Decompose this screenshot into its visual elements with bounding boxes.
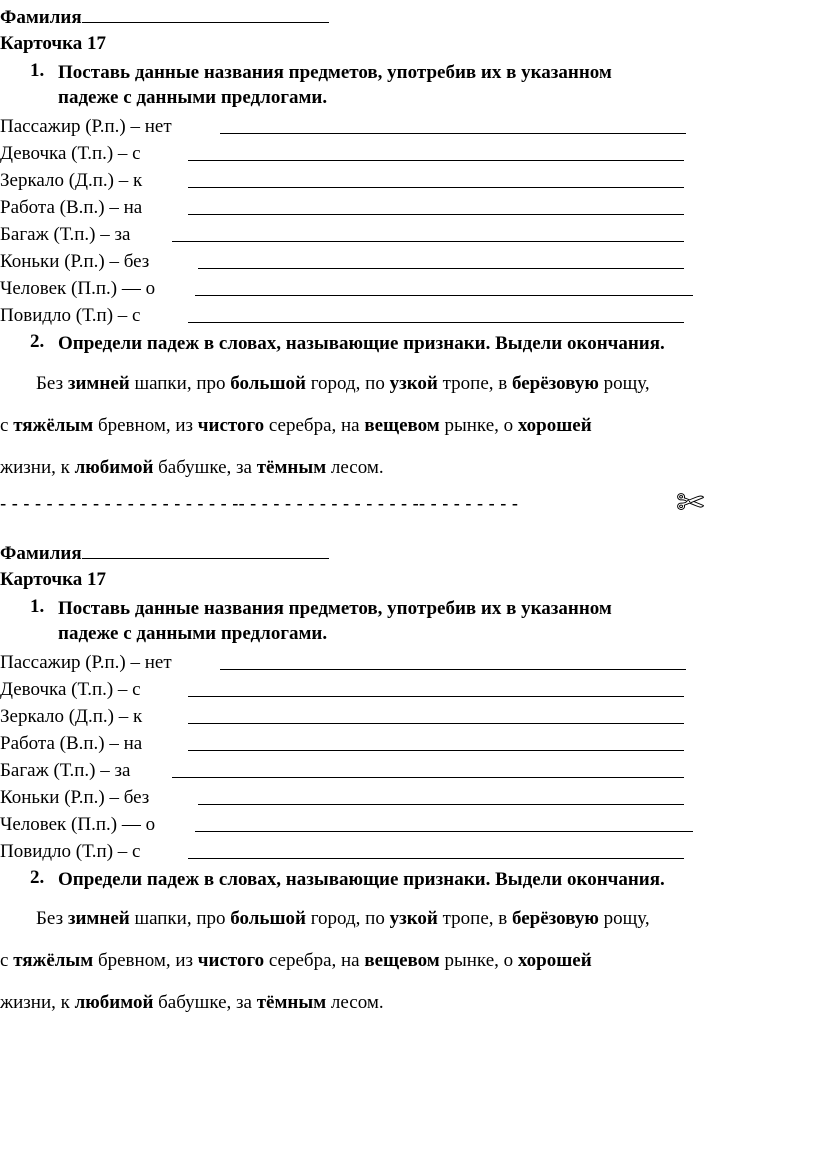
adjective-word: зимней — [67, 908, 130, 929]
exercise-row: Девочка (Т.п.) – с — [0, 143, 141, 164]
exercise-row: Работа (В.п.) – на — [0, 733, 143, 754]
exercise-paragraph-line3 — [0, 455, 384, 481]
adjective-word: большой — [230, 373, 306, 394]
task1-line2: падеже с данными предлогами. — [58, 623, 328, 644]
answer-blank[interactable] — [188, 322, 684, 323]
exercise-row: Человек (П.п.) — о — [0, 814, 156, 835]
exercise-paragraph-line1 — [36, 906, 650, 932]
exercise-paragraph-line3 — [0, 990, 384, 1016]
paragraph-text: рощу, — [598, 908, 650, 929]
answer-blank[interactable] — [188, 723, 684, 724]
answer-blank[interactable] — [172, 241, 684, 242]
paragraph-text: Без — [36, 908, 68, 929]
task2-number: 2. — [30, 331, 45, 352]
answer-blank[interactable] — [188, 696, 684, 697]
answer-blank[interactable] — [195, 295, 693, 296]
adjective-word: вещевом — [364, 950, 440, 971]
answer-blank[interactable] — [198, 268, 684, 269]
paragraph-text: с — [0, 950, 14, 971]
exercise-row: Работа (В.п.) – на — [0, 197, 143, 218]
cut-line: - - - - - - - - - - - - - - - - - - - - -- - - - - - - - - - - - - - - -- - - - - - - - - — [0, 494, 519, 515]
paragraph-text: тропе, в — [437, 373, 512, 394]
exercise-row: Зеркало (Д.п.) – к — [0, 170, 143, 191]
paragraph-text: жизни, к — [0, 457, 75, 478]
adjective-word: тяжёлым — [13, 950, 94, 971]
adjective-word: зимней — [67, 373, 130, 394]
surname-blank[interactable] — [82, 540, 329, 559]
task1-number: 1. — [30, 596, 45, 617]
adjective-word: большой — [230, 908, 306, 929]
adjective-word: берёзовую — [511, 373, 599, 394]
answer-blank[interactable] — [188, 214, 684, 215]
paragraph-text: шапки, про — [129, 373, 231, 394]
task1-number: 1. — [30, 60, 45, 81]
adjective-word: узкой — [389, 373, 438, 394]
exercise-row: Коньки (Р.п.) – без — [0, 251, 150, 272]
answer-blank[interactable] — [220, 133, 686, 134]
adjective-word: хорошей — [517, 415, 592, 436]
exercise-row: Коньки (Р.п.) – без — [0, 787, 150, 808]
exercise-row: Пассажир (Р.п.) – нет — [0, 116, 172, 137]
paragraph-text: жизни, к — [0, 992, 75, 1013]
answer-blank[interactable] — [188, 187, 684, 188]
adjective-word: чистого — [197, 950, 265, 971]
paragraph-text: тропе, в — [437, 908, 512, 929]
paragraph-text: серебра, на — [264, 950, 365, 971]
scissors-icon: ✄ — [676, 483, 705, 523]
exercise-row: Повидло (Т.п) – с — [0, 841, 141, 862]
exercise-row: Девочка (Т.п.) – с — [0, 679, 141, 700]
adjective-word: любимой — [74, 992, 154, 1013]
card-title: Карточка 17 — [0, 33, 107, 54]
exercise-paragraph-line2 — [0, 413, 592, 439]
adjective-word: хорошей — [517, 950, 592, 971]
paragraph-text: Без — [36, 373, 68, 394]
exercise-paragraph-line1 — [36, 371, 650, 397]
paragraph-text: город, по — [305, 908, 390, 929]
paragraph-text: с — [0, 415, 14, 436]
surname-label: Фамилия — [0, 543, 82, 564]
paragraph-text: лесом. — [326, 457, 384, 478]
surname-line — [0, 540, 329, 567]
task1-line2: падеже с данными предлогами. — [58, 87, 328, 108]
adjective-word: любимой — [74, 457, 154, 478]
paragraph-text: лесом. — [326, 992, 384, 1013]
exercise-row: Багаж (Т.п.) – за — [0, 224, 131, 245]
paragraph-text: бревном, из — [93, 950, 198, 971]
exercise-row: Человек (П.п.) — о — [0, 278, 156, 299]
paragraph-text: рощу, — [598, 373, 650, 394]
exercise-paragraph-line2 — [0, 948, 592, 974]
exercise-row: Пассажир (Р.п.) – нет — [0, 652, 172, 673]
adjective-word: тяжёлым — [13, 415, 94, 436]
answer-blank[interactable] — [220, 669, 686, 670]
adjective-word: тёмным — [256, 457, 327, 478]
exercise-row: Зеркало (Д.п.) – к — [0, 706, 143, 727]
surname-line — [0, 4, 329, 31]
task2-text: Определи падеж в словах, называющие признаки. Выдели окончания. — [58, 869, 665, 890]
adjective-word: берёзовую — [511, 908, 599, 929]
card-title: Карточка 17 — [0, 569, 107, 590]
adjective-word: вещевом — [364, 415, 440, 436]
answer-blank[interactable] — [172, 777, 684, 778]
adjective-word: тёмным — [256, 992, 327, 1013]
task1-line1: Поставь данные названия предметов, употребив их в указанном — [58, 598, 612, 619]
exercise-row: Багаж (Т.п.) – за — [0, 760, 131, 781]
paragraph-text: бабушке, за — [153, 992, 257, 1013]
task2-number: 2. — [30, 867, 45, 888]
adjective-word: узкой — [389, 908, 438, 929]
task2-text: Определи падеж в словах, называющие признаки. Выдели окончания. — [58, 333, 665, 354]
answer-blank[interactable] — [188, 858, 684, 859]
paragraph-text: серебра, на — [264, 415, 365, 436]
paragraph-text: рынке, о — [439, 415, 518, 436]
answer-blank[interactable] — [195, 831, 693, 832]
adjective-word: чистого — [197, 415, 265, 436]
exercise-row: Повидло (Т.п) – с — [0, 305, 141, 326]
task1-line1: Поставь данные названия предметов, употребив их в указанном — [58, 62, 612, 83]
answer-blank[interactable] — [198, 804, 684, 805]
answer-blank[interactable] — [188, 160, 684, 161]
surname-blank[interactable] — [82, 4, 329, 23]
answer-blank[interactable] — [188, 750, 684, 751]
paragraph-text: бабушке, за — [153, 457, 257, 478]
surname-label: Фамилия — [0, 7, 82, 28]
paragraph-text: город, по — [305, 373, 390, 394]
paragraph-text: бревном, из — [93, 415, 198, 436]
paragraph-text: шапки, про — [129, 908, 231, 929]
paragraph-text: рынке, о — [439, 950, 518, 971]
